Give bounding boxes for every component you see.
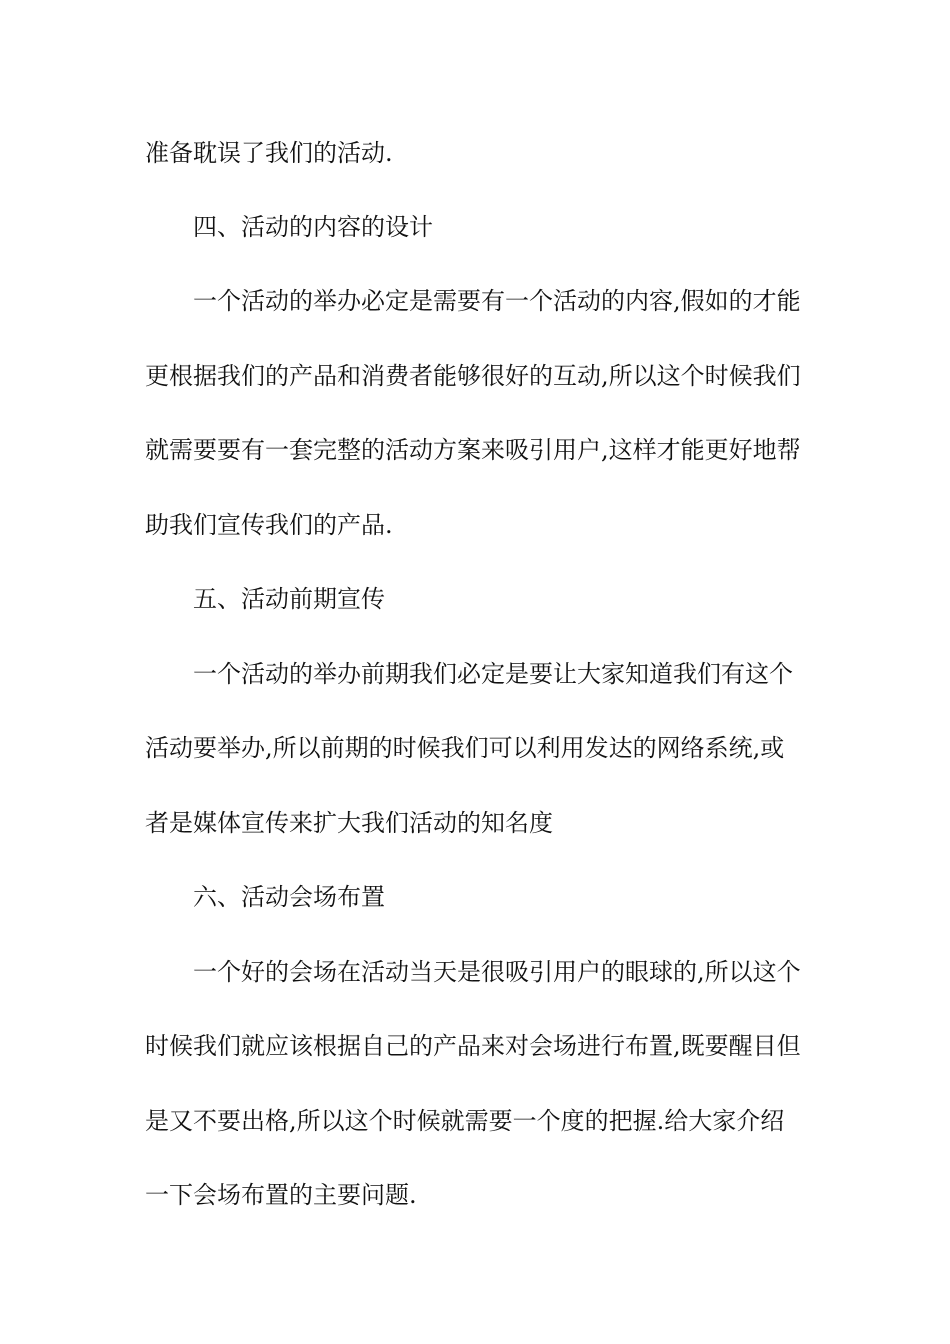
paragraph-line: 是又不要出格,所以这个时候就需要一个度的把握.给大家介绍	[145, 1107, 785, 1135]
section-heading: 五、活动前期宣传	[193, 585, 385, 613]
paragraph-line: 更根据我们的产品和消费者能够很好的互动,所以这个时候我们	[145, 362, 801, 390]
section-heading: 六、活动会场布置	[193, 883, 385, 911]
paragraph-line: 助我们宣传我们的产品.	[145, 511, 393, 539]
paragraph-line: 准备耽误了我们的活动.	[145, 139, 393, 167]
paragraph-line: 就需要要有一套完整的活动方案来吸引用户,这样才能更好地帮	[145, 436, 801, 464]
paragraph-line: 一下会场布置的主要问题.	[145, 1181, 417, 1209]
paragraph-line: 时候我们就应该根据自己的产品来对会场进行布置,既要醒目但	[145, 1032, 801, 1060]
paragraph-line: 者是媒体宣传来扩大我们活动的知名度	[145, 809, 553, 837]
paragraph-line: 一个好的会场在活动当天是很吸引用户的眼球的,所以这个	[193, 958, 801, 986]
paragraph-line: 一个活动的举办前期我们必定是要让大家知道我们有这个	[193, 660, 793, 688]
paragraph-line: 活动要举办,所以前期的时候我们可以利用发达的网络系统,或	[145, 734, 785, 762]
paragraph-line: 一个活动的举办必定是需要有一个活动的内容,假如的才能	[193, 287, 801, 315]
section-heading: 四、活动的内容的设计	[193, 213, 433, 241]
